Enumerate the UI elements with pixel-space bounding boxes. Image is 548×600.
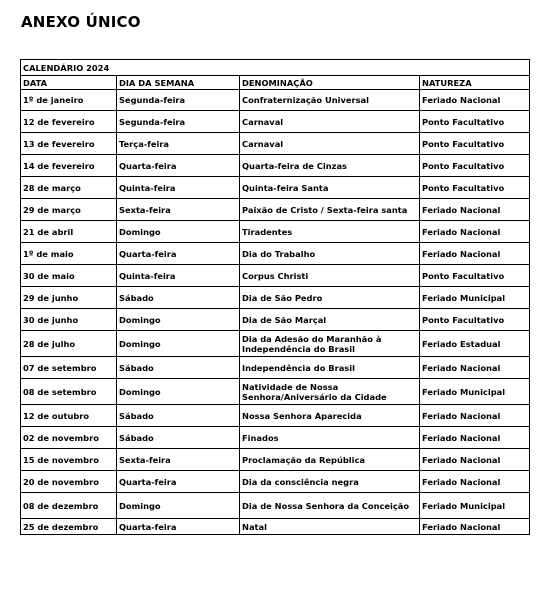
cell-data: 07 de setembro <box>21 357 117 379</box>
cell-data: 28 de julho <box>21 331 117 357</box>
cell-data: 30 de junho <box>21 309 117 331</box>
cell-dia: Sábado <box>117 287 240 309</box>
cell-natureza: Feriado Nacional <box>420 427 530 449</box>
table-row <box>21 199 530 221</box>
cell-data: 1º de maio <box>21 243 117 265</box>
cell-denominacao: Natividade de Nossa Senhora/Aniversário da Cidade <box>240 379 420 405</box>
cell-denominacao: Dia de São Marçal <box>240 309 420 331</box>
header-natureza: NATUREZA <box>420 76 530 90</box>
header-denominacao: DENOMINAÇÃO <box>240 76 420 90</box>
cell-natureza: Feriado Nacional <box>420 449 530 471</box>
cell-dia: Segunda-feira <box>117 90 240 111</box>
cell-denominacao: Natal <box>240 519 420 535</box>
cell-natureza: Ponto Facultativo <box>420 155 530 177</box>
cell-natureza: Feriado Municipal <box>420 493 530 519</box>
cell-denominacao: Carnaval <box>240 111 420 133</box>
table-row <box>21 265 530 287</box>
cell-natureza: Feriado Nacional <box>420 221 530 243</box>
table-row <box>21 287 530 309</box>
cell-dia: Sexta-feira <box>117 199 240 221</box>
cell-dia: Domingo <box>117 331 240 357</box>
table-row <box>21 111 530 133</box>
cell-dia: Terça-feira <box>117 133 240 155</box>
cell-dia: Domingo <box>117 379 240 405</box>
cell-data: 14 de fevereiro <box>21 155 117 177</box>
cell-data: 20 de novembro <box>21 471 117 493</box>
cell-data: 30 de maio <box>21 265 117 287</box>
cell-data: 02 de novembro <box>21 427 117 449</box>
cell-data: 13 de fevereiro <box>21 133 117 155</box>
calendar-table <box>20 59 530 535</box>
cell-denominacao: Paixão de Cristo / Sexta-feira santa <box>240 199 420 221</box>
cell-dia: Segunda-feira <box>117 111 240 133</box>
cell-data: 25 de dezembro <box>21 519 117 535</box>
header-dia-da-semana: DIA DA SEMANA <box>117 76 240 90</box>
cell-natureza: Feriado Municipal <box>420 287 530 309</box>
table-row <box>21 243 530 265</box>
table-row <box>21 493 530 519</box>
cell-natureza: Feriado Nacional <box>420 405 530 427</box>
cell-data: 1º de janeiro <box>21 90 117 111</box>
page-title: ANEXO ÚNICO <box>21 13 141 31</box>
cell-data: 15 de novembro <box>21 449 117 471</box>
table-row <box>21 155 530 177</box>
cell-denominacao: Nossa Senhora Aparecida <box>240 405 420 427</box>
cell-denominacao: Quinta-feira Santa <box>240 177 420 199</box>
cell-natureza: Feriado Nacional <box>420 243 530 265</box>
cell-denominacao: Dia do Trabalho <box>240 243 420 265</box>
cell-data: 21 de abril <box>21 221 117 243</box>
cell-data: 12 de fevereiro <box>21 111 117 133</box>
cell-natureza: Feriado Municipal <box>420 379 530 405</box>
table-row <box>21 519 530 535</box>
cell-data: 08 de setembro <box>21 379 117 405</box>
cell-dia: Quinta-feira <box>117 177 240 199</box>
cell-natureza: Ponto Facultativo <box>420 177 530 199</box>
cell-data: 08 de dezembro <box>21 493 117 519</box>
table-header-row <box>21 76 530 90</box>
cell-denominacao: Dia de São Pedro <box>240 287 420 309</box>
cell-data: 29 de março <box>21 199 117 221</box>
cell-denominacao: Tiradentes <box>240 221 420 243</box>
cell-denominacao: Dia da Adesão do Maranhão à Independência do Brasil <box>240 331 420 357</box>
cell-natureza: Feriado Nacional <box>420 90 530 111</box>
table-row <box>21 449 530 471</box>
table-row <box>21 90 530 111</box>
cell-natureza: Ponto Facultativo <box>420 309 530 331</box>
cell-dia: Sábado <box>117 357 240 379</box>
cell-dia: Quarta-feira <box>117 471 240 493</box>
cell-denominacao: Dia de Nossa Senhora da Conceição <box>240 493 420 519</box>
cell-dia: Domingo <box>117 221 240 243</box>
table-row <box>21 405 530 427</box>
cell-denominacao: Dia da consciência negra <box>240 471 420 493</box>
cell-denominacao: Corpus Christi <box>240 265 420 287</box>
cell-dia: Quinta-feira <box>117 265 240 287</box>
table-row <box>21 177 530 199</box>
cell-dia: Sexta-feira <box>117 449 240 471</box>
cell-denominacao: Confraternização Universal <box>240 90 420 111</box>
cell-dia: Sábado <box>117 405 240 427</box>
table-row <box>21 133 530 155</box>
cell-data: 29 de junho <box>21 287 117 309</box>
table-row <box>21 427 530 449</box>
cell-dia: Quarta-feira <box>117 155 240 177</box>
cell-denominacao: Carnaval <box>240 133 420 155</box>
cell-natureza: Feriado Nacional <box>420 519 530 535</box>
cell-dia: Quarta-feira <box>117 519 240 535</box>
cell-denominacao: Quarta-feira de Cinzas <box>240 155 420 177</box>
table-caption-row <box>21 60 530 76</box>
cell-data: 28 de março <box>21 177 117 199</box>
cell-dia: Domingo <box>117 493 240 519</box>
cell-natureza: Ponto Facultativo <box>420 111 530 133</box>
table-caption: CALENDÁRIO 2024 <box>21 60 530 76</box>
table-row <box>21 471 530 493</box>
cell-denominacao: Finados <box>240 427 420 449</box>
cell-natureza: Ponto Facultativo <box>420 133 530 155</box>
table-row <box>21 331 530 357</box>
table-row <box>21 357 530 379</box>
cell-natureza: Feriado Nacional <box>420 471 530 493</box>
table-row <box>21 309 530 331</box>
cell-dia: Sábado <box>117 427 240 449</box>
header-data: DATA <box>21 76 117 90</box>
cell-dia: Domingo <box>117 309 240 331</box>
cell-natureza: Feriado Estadual <box>420 331 530 357</box>
cell-data: 12 de outubro <box>21 405 117 427</box>
table-row <box>21 379 530 405</box>
cell-natureza: Ponto Facultativo <box>420 265 530 287</box>
cell-denominacao: Proclamação da República <box>240 449 420 471</box>
table-row <box>21 221 530 243</box>
cell-dia: Quarta-feira <box>117 243 240 265</box>
cell-denominacao: Independência do Brasil <box>240 357 420 379</box>
cell-natureza: Feriado Nacional <box>420 199 530 221</box>
cell-natureza: Feriado Nacional <box>420 357 530 379</box>
